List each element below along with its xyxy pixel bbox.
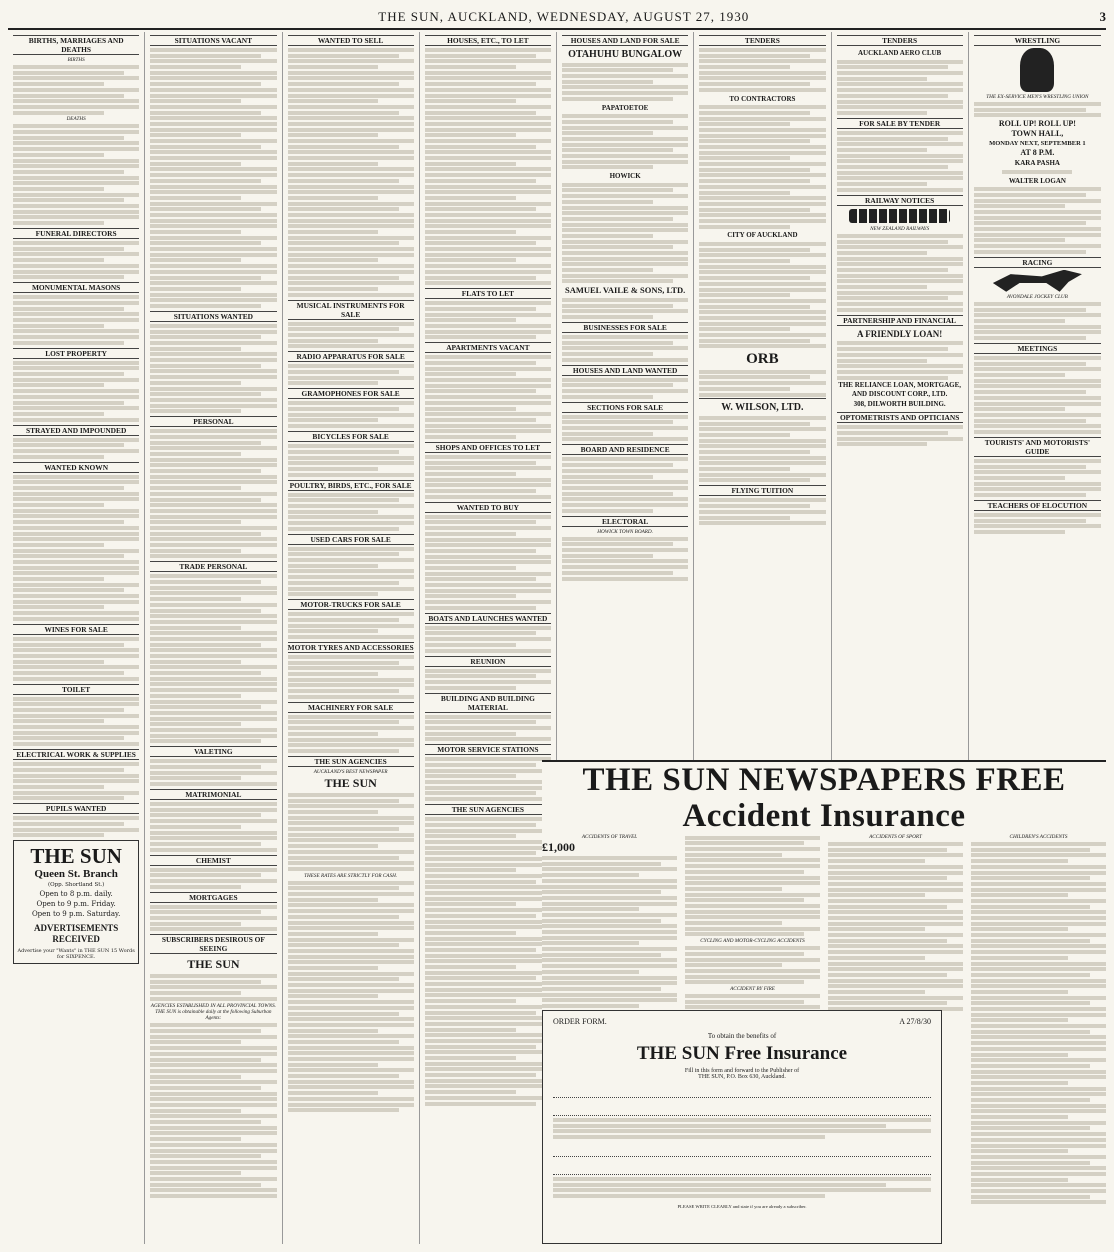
ad-opp: (Opp. Shortland St.) xyxy=(47,882,105,889)
the-sun-logo: THE SUN xyxy=(324,776,377,791)
the-sun-logo: THE SUN xyxy=(187,957,240,972)
club-name: AVONDALE JOCKEY CLUB xyxy=(1006,293,1068,300)
section-heading: BOATS AND LAUNCHES WANTED xyxy=(425,613,551,624)
section-heading: HOUSES AND LAND FOR SALE xyxy=(562,35,688,46)
section-heading: WINES FOR SALE xyxy=(13,624,139,635)
section-heading: USED CARS FOR SALE xyxy=(288,534,414,545)
ad-heading: A FRIENDLY LOAN! xyxy=(856,328,943,339)
section-heading: BUSINESSES FOR SALE xyxy=(562,322,688,333)
ad-heading: W. WILSON, LTD. xyxy=(699,398,825,414)
order-date-line[interactable] xyxy=(553,1164,931,1175)
section-heading: THE SUN AGENCIES xyxy=(425,804,551,815)
roll-up: ROLL UP! ROLL UP! xyxy=(998,119,1076,129)
section-subheading: BIRTHS xyxy=(67,57,85,63)
section-heading: SHOPS AND OFFICES TO LET xyxy=(425,442,551,453)
section-heading: MEETINGS xyxy=(974,343,1101,354)
railways-name: NEW ZEALAND RAILWAYS xyxy=(870,225,930,232)
section-heading: APARTMENTS VACANT xyxy=(425,342,551,353)
section-heading: MUSICAL INSTRUMENTS FOR SALE xyxy=(288,300,414,320)
ad-hours-1: Open to 8 p.m. daily. xyxy=(39,890,113,899)
section-heading: MOTOR SERVICE STATIONS xyxy=(425,744,551,755)
section-heading: CHEMIST xyxy=(150,855,276,866)
section-heading: WANTED TO SELL xyxy=(288,35,414,46)
section-heading: BIRTHS, MARRIAGES AND DEATHS xyxy=(13,35,139,55)
insurance-subhead: CYCLING AND MOTOR-CYCLING ACCIDENTS xyxy=(700,938,805,945)
section-heading: POULTRY, BIRDS, ETC., FOR SALE xyxy=(288,480,414,491)
section-heading: LOST PROPERTY xyxy=(13,348,139,359)
ad-heading: CITY OF AUCKLAND xyxy=(727,231,798,240)
section-heading: BOARD AND RESIDENCE xyxy=(562,444,688,455)
section-heading: HOUSES, ETC., TO LET xyxy=(425,35,551,46)
order-address-line[interactable] xyxy=(553,1105,931,1116)
suburban-agents-note: THE SUN is obtainable daily at the following Suburban Agents: xyxy=(155,1008,272,1022)
order-note: PLEASE WRITE CLEARLY and state if you are already a subscriber. xyxy=(677,1204,807,1210)
masthead xyxy=(8,6,1106,30)
insurance-subhead: ACCIDENT BY FIRE xyxy=(730,985,775,992)
section-heading: SITUATIONS VACANT xyxy=(150,35,276,46)
section-heading: TRADE PERSONAL xyxy=(150,561,276,572)
ad-address: 308, DILWORTH BUILDING. xyxy=(853,400,946,409)
agencies-note: AGENCIES ESTABLISHED IN ALL PROVINCIAL TOWNS. xyxy=(150,1002,276,1009)
section-heading: RAILWAY NOTICES xyxy=(837,195,963,206)
order-code: A 27/8/30 xyxy=(899,1017,931,1026)
insurance-subhead: CHILDREN'S ACCIDENTS xyxy=(1009,834,1068,840)
section-heading: GRAMOPHONES FOR SALE xyxy=(288,388,414,399)
section-heading: MOTOR TYRES AND ACCESSORIES xyxy=(287,642,414,652)
section-heading: TOURISTS' AND MOTORISTS' GUIDE xyxy=(974,437,1101,457)
train-icon xyxy=(849,209,950,223)
wrestler-icon xyxy=(1020,48,1054,92)
section-heading: MOTOR-TRUCKS FOR SALE xyxy=(288,599,414,610)
masthead-title: THE SUN, AUCKLAND, WEDNESDAY, AUGUST 27, 1930 xyxy=(378,9,750,24)
best-newspaper: AUCKLAND'S BEST NEWSPAPER xyxy=(313,768,388,775)
section-heading: ELECTORAL xyxy=(562,516,688,527)
insurance-amount: £1,000 xyxy=(542,840,575,855)
section-heading: BUILDING AND BUILDING MATERIAL xyxy=(425,693,551,713)
section-heading: TEACHERS OF ELOCUTION xyxy=(974,500,1101,511)
section-heading: FLATS TO LET xyxy=(425,288,551,299)
ad-hours-2: Open to 9 p.m. Friday. xyxy=(36,900,116,909)
section-heading: PARTNERSHIP AND FINANCIAL xyxy=(837,315,963,326)
union-name: THE EX-SERVICE MEN'S WRESTLING UNION xyxy=(986,94,1089,100)
section-heading: TENDERS xyxy=(837,35,963,46)
time: AT 8 P.M. xyxy=(1020,148,1055,158)
horse-icon xyxy=(993,270,1082,292)
section-heading: MORTGAGES xyxy=(150,892,276,903)
section-heading: SITUATIONS WANTED xyxy=(150,311,276,322)
section-heading: MONUMENTAL MASONS xyxy=(13,282,139,293)
order-form xyxy=(542,1010,942,1244)
order-label: ORDER FORM. xyxy=(553,1017,607,1026)
ad-heading: OTAHUHU BUNGALOW xyxy=(568,49,683,60)
order-title: THE SUN Free Insurance xyxy=(636,1043,848,1064)
section-heading: PERSONAL xyxy=(150,416,276,427)
column-1 xyxy=(8,32,145,1244)
section-heading: THE SUN AGENCIES xyxy=(288,756,414,767)
section-heading: TENDERS xyxy=(699,35,825,46)
date: MONDAY NEXT, SEPTEMBER 1 xyxy=(989,140,1086,148)
ad-title: THE SUN xyxy=(30,844,122,869)
orb-logo: ORB xyxy=(746,351,779,368)
order-name-line[interactable] xyxy=(553,1087,931,1098)
ad-footer: Advertise your "Wants" in THE SUN 15 Words for SIXPENCE. xyxy=(17,948,135,961)
insurance-headline: THE SUN NEWSPAPERS FREE Accident Insurance xyxy=(582,762,1066,834)
section-heading: PUPILS WANTED xyxy=(13,803,139,814)
ad-hours-3: Open to 9 p.m. Saturday. xyxy=(31,910,121,919)
ad-received: ADVERTISEMENTS RECEIVED xyxy=(34,923,119,945)
ad-subtitle: Queen St. Branch xyxy=(34,868,118,881)
section-subheading: DEATHS xyxy=(66,116,86,123)
section-heading: HOUSES AND LAND WANTED xyxy=(562,365,688,376)
section-heading: MATRIMONIAL xyxy=(150,789,276,800)
section-heading: ELECTRICAL WORK & SUPPLIES xyxy=(13,749,139,760)
section-heading: SECTIONS FOR SALE xyxy=(562,402,688,413)
section-heading: REUNION xyxy=(425,656,551,667)
section-heading: WANTED TO BUY xyxy=(425,502,551,513)
order-address: THE SUN, P.O. Box 630, Auckland. xyxy=(698,1074,786,1080)
section-heading: FOR SALE BY TENDER xyxy=(837,118,963,129)
section-heading: MACHINERY FOR SALE xyxy=(288,702,414,713)
section-heading: FLYING TUITION xyxy=(699,485,825,496)
ad-heading: PAPATOETOE xyxy=(601,103,649,112)
ad-heading: AUCKLAND AERO CLUB xyxy=(858,49,942,57)
insurance-col-4 xyxy=(971,834,1106,1206)
venue: TOWN HALL, xyxy=(1011,129,1064,139)
column-2 xyxy=(145,32,282,1244)
section-heading: SUBSCRIBERS DESIROUS OF SEEING xyxy=(150,934,276,954)
section-heading: RACING xyxy=(974,257,1101,268)
page-number: 3 xyxy=(1099,9,1106,24)
section-heading: WANTED KNOWN xyxy=(13,462,139,473)
order-obtain: To obtain the benefits of xyxy=(707,1032,777,1040)
column-3 xyxy=(283,32,420,1244)
ad-heading: TO CONTRACTORS xyxy=(729,94,796,103)
town-board: HOWICK TOWN BOARD. xyxy=(597,528,653,535)
ad-heading: THE RELIANCE LOAN, MORTGAGE, AND DISCOUNT CORP., LTD. xyxy=(838,381,962,399)
insurance-subhead: ACCIDENTS OF SPORT xyxy=(869,834,922,840)
ad-heading: SAMUEL VAILE & SONS, LTD. xyxy=(564,285,686,296)
cash-rates-note: THESE RATES ARE STRICTLY FOR CASH. xyxy=(304,872,398,879)
section-heading: BICYCLES FOR SALE xyxy=(288,431,414,442)
queen-st-branch-ad xyxy=(13,840,139,964)
order-signature-line[interactable] xyxy=(553,1146,931,1157)
section-heading: RADIO APPARATUS FOR SALE xyxy=(288,351,414,362)
insurance-subhead: ACCIDENTS OF TRAVEL xyxy=(581,834,638,840)
column-4 xyxy=(420,32,557,1244)
section-heading: TOILET xyxy=(13,684,139,695)
section-heading: VALETING xyxy=(150,746,276,757)
ad-heading: HOWICK xyxy=(609,172,641,181)
section-heading: WRESTLING xyxy=(974,35,1101,46)
wrestler-2: WALTER LOGAN xyxy=(1008,176,1066,185)
section-heading: FUNERAL DIRECTORS xyxy=(13,228,139,239)
wrestler-1: KARA PASHA xyxy=(1014,159,1060,168)
section-heading: STRAYED AND IMPOUNDED xyxy=(13,425,139,436)
section-heading: OPTOMETRISTS AND OPTICIANS xyxy=(837,412,963,423)
order-fill: Fill in this form and forward to the Publisher of xyxy=(684,1068,800,1074)
